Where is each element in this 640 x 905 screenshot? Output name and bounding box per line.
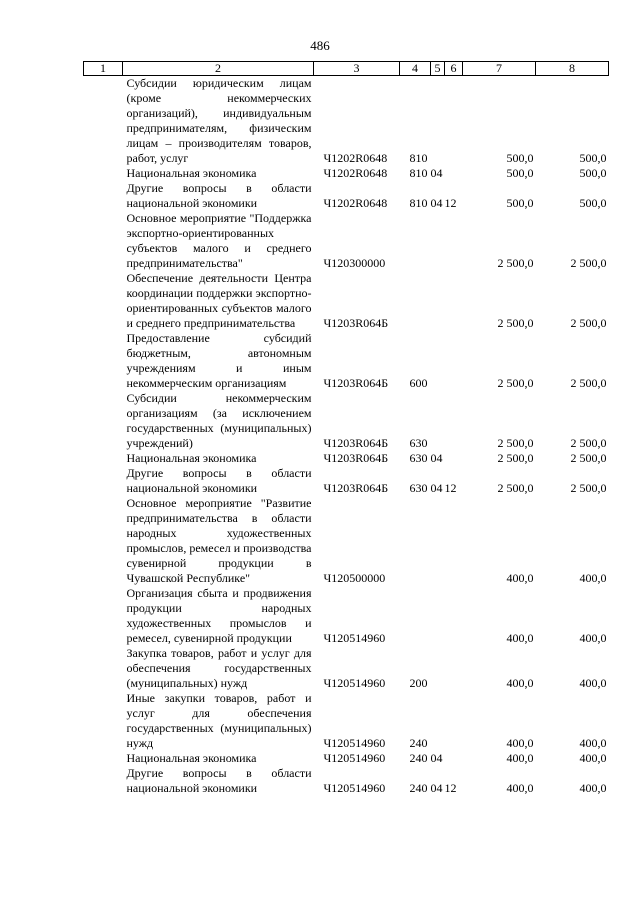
target-article-code: Ч1203R064Б [323, 481, 389, 495]
table-row [84, 391, 609, 451]
subsection-code [445, 211, 463, 271]
subsection-code [445, 586, 463, 646]
target-article-code: Ч1203R064Б [323, 316, 389, 330]
expense-type-code: 630 [409, 451, 428, 465]
amount-year-1: 500,0 [506, 196, 534, 210]
amount-year-1: 400,0 [506, 631, 534, 645]
subsection-code [445, 691, 463, 751]
table-row [84, 646, 609, 691]
amount-year-1: 500,0 [506, 166, 534, 180]
section-code: 04 [430, 751, 443, 765]
expense-name: Основное мероприятие "Поддержка экспортно-ориентированных субъектов малого и среднего предпринимательства" [126, 211, 312, 270]
amount-year-2: 2 500,0 [570, 376, 607, 390]
target-article-code: Ч1203R064Б [323, 436, 389, 450]
target-article-code: Ч1202R0648 [323, 166, 388, 180]
target-article-code: Ч120500000 [323, 571, 386, 585]
table-row [84, 76, 609, 167]
amount-year-2: 400,0 [579, 571, 607, 585]
expense-type-code: 240 [409, 736, 428, 750]
column-header-8: 8 [536, 62, 609, 76]
column-header-2: 2 [123, 62, 314, 76]
expense-type-code: 810 [409, 196, 428, 210]
expense-name: Предоставление субсидий бюджетным, автономным учреждениям и иным некоммерческим организациям [126, 331, 312, 390]
target-article-code: Ч1203R064Б [323, 451, 389, 465]
table-header-row [84, 62, 609, 76]
section-code [431, 211, 445, 271]
table-row [84, 751, 609, 766]
amount-year-2: 400,0 [579, 751, 607, 765]
amount-year-2: 400,0 [579, 736, 607, 750]
target-article-code: Ч120514960 [323, 676, 386, 690]
section-code [431, 691, 445, 751]
amount-year-2: 400,0 [579, 631, 607, 645]
amount-year-1: 2 500,0 [497, 481, 534, 495]
section-code: 04 [430, 196, 443, 210]
subsection-code [445, 391, 463, 451]
amount-year-2: 400,0 [579, 781, 607, 795]
table-row [84, 271, 609, 331]
target-article-code: Ч1203R064Б [323, 376, 389, 390]
subsection-code [445, 76, 463, 167]
expense-name: Национальная экономика [126, 751, 257, 765]
expense-name: Другие вопросы в области национальной экономики [126, 466, 312, 495]
amount-year-1: 500,0 [506, 151, 534, 165]
expense-type-code [400, 211, 431, 271]
cell-col-1 [84, 391, 123, 451]
expense-name: Основное мероприятие "Развитие предпринимательства в области народных художественных промыслов, ремесел и производства сувенирной продукции в Чувашской Республике" [126, 496, 312, 585]
section-code: 04 [430, 451, 443, 465]
expense-name: Другие вопросы в области национальной экономики [126, 766, 312, 795]
subsection-code [445, 646, 463, 691]
table-row [84, 331, 609, 391]
section-code: 04 [430, 166, 443, 180]
amount-year-2: 500,0 [579, 166, 607, 180]
budget-table [83, 61, 609, 796]
table-row [84, 496, 609, 586]
cell-col-1 [84, 271, 123, 331]
expense-name: Национальная экономика [126, 451, 257, 465]
section-code [431, 331, 445, 391]
amount-year-1: 2 500,0 [497, 256, 534, 270]
amount-year-1: 400,0 [506, 571, 534, 585]
table-row [84, 451, 609, 466]
column-header-6: 6 [445, 62, 463, 76]
section-code [431, 76, 445, 167]
subsection-code [445, 166, 463, 181]
amount-year-2: 500,0 [579, 151, 607, 165]
table-row [84, 766, 609, 796]
amount-year-2: 2 500,0 [570, 256, 607, 270]
cell-col-1 [84, 751, 123, 766]
section-code [431, 391, 445, 451]
amount-year-2: 2 500,0 [570, 451, 607, 465]
amount-year-2: 2 500,0 [570, 481, 607, 495]
amount-year-2: 500,0 [579, 196, 607, 210]
amount-year-2: 2 500,0 [570, 316, 607, 330]
table-row [84, 466, 609, 496]
cell-col-1 [84, 766, 123, 796]
amount-year-1: 2 500,0 [497, 436, 534, 450]
expense-name: Другие вопросы в области национальной экономики [126, 181, 312, 210]
expense-name: Закупка товаров, работ и услуг для обеспечения государственных (муниципальных) нужд [126, 646, 312, 690]
amount-year-1: 400,0 [506, 736, 534, 750]
page-number: 486 [310, 38, 330, 53]
target-article-code: Ч120514960 [323, 751, 386, 765]
table-body [84, 76, 609, 797]
cell-col-1 [84, 331, 123, 391]
expense-name: Обеспечение деятельности Центра координации поддержки экспортно-ориентированных субъектов малого и среднего предпринимательства [126, 271, 312, 330]
cell-col-1 [84, 451, 123, 466]
column-header-7: 7 [463, 62, 536, 76]
amount-year-1: 400,0 [506, 781, 534, 795]
section-code: 04 [430, 781, 443, 795]
cell-col-1 [84, 466, 123, 496]
section-code [431, 646, 445, 691]
subsection-code [445, 451, 463, 466]
table-row [84, 181, 609, 211]
column-header-3: 3 [314, 62, 400, 76]
target-article-code: Ч120300000 [323, 256, 386, 270]
cell-col-1 [84, 211, 123, 271]
target-article-code: Ч1202R0648 [323, 151, 388, 165]
expense-type-code: 630 [409, 481, 428, 495]
subsection-code [445, 331, 463, 391]
amount-year-1: 400,0 [506, 676, 534, 690]
expense-type-code [400, 496, 431, 586]
table-row [84, 691, 609, 751]
expense-type-code: 810 [409, 166, 428, 180]
subsection-code: 12 [444, 781, 457, 795]
amount-year-1: 2 500,0 [497, 451, 534, 465]
cell-col-1 [84, 76, 123, 167]
column-header-1: 1 [84, 62, 123, 76]
table-row [84, 586, 609, 646]
section-code [431, 496, 445, 586]
target-article-code: Ч120514960 [323, 631, 386, 645]
subsection-code: 12 [444, 196, 457, 210]
expense-type-code: 810 [409, 151, 428, 165]
expense-type-code: 630 [409, 436, 428, 450]
cell-col-1 [84, 691, 123, 751]
amount-year-2: 400,0 [579, 676, 607, 690]
subsection-code [445, 271, 463, 331]
cell-col-1 [84, 646, 123, 691]
expense-name: Субсидии некоммерческим организациям (за исключением государственных (муниципальных) учреждений) [126, 391, 312, 450]
cell-col-1 [84, 496, 123, 586]
table-row [84, 211, 609, 271]
column-header-4: 4 [400, 62, 431, 76]
expense-type-code: 240 [409, 751, 428, 765]
amount-year-1: 2 500,0 [497, 316, 534, 330]
target-article-code: Ч120514960 [323, 736, 386, 750]
section-code [431, 271, 445, 331]
cell-col-1 [84, 586, 123, 646]
target-article-code: Ч120514960 [323, 781, 386, 795]
subsection-code [445, 751, 463, 766]
amount-year-1: 400,0 [506, 751, 534, 765]
amount-year-1: 2 500,0 [497, 376, 534, 390]
target-article-code: Ч1202R0648 [323, 196, 388, 210]
expense-type-code [400, 586, 431, 646]
table-row [84, 166, 609, 181]
section-code [431, 586, 445, 646]
expense-name: Иные закупки товаров, работ и услуг для обеспечения государственных (муниципальных) нужд [126, 691, 312, 750]
subsection-code: 12 [444, 481, 457, 495]
cell-col-1 [84, 181, 123, 211]
expense-type-code: 600 [409, 376, 428, 390]
expense-type-code [400, 271, 431, 331]
expense-type-code: 240 [409, 781, 428, 795]
column-header-5: 5 [431, 62, 445, 76]
expense-type-code: 200 [409, 676, 428, 690]
amount-year-2: 2 500,0 [570, 436, 607, 450]
subsection-code [445, 496, 463, 586]
expense-name: Субсидии юридическим лицам (кроме некоммерческих организаций), индивидуальным предпринимателям, физическим лицам – производителям товаров, работ, услуг [126, 76, 312, 165]
expense-name: Организация сбыта и продвижения продукции народных художественных промыслов и ремесел, сувенирной продукции [126, 586, 312, 645]
section-code: 04 [430, 481, 443, 495]
cell-col-1 [84, 166, 123, 181]
expense-name: Национальная экономика [126, 166, 257, 180]
